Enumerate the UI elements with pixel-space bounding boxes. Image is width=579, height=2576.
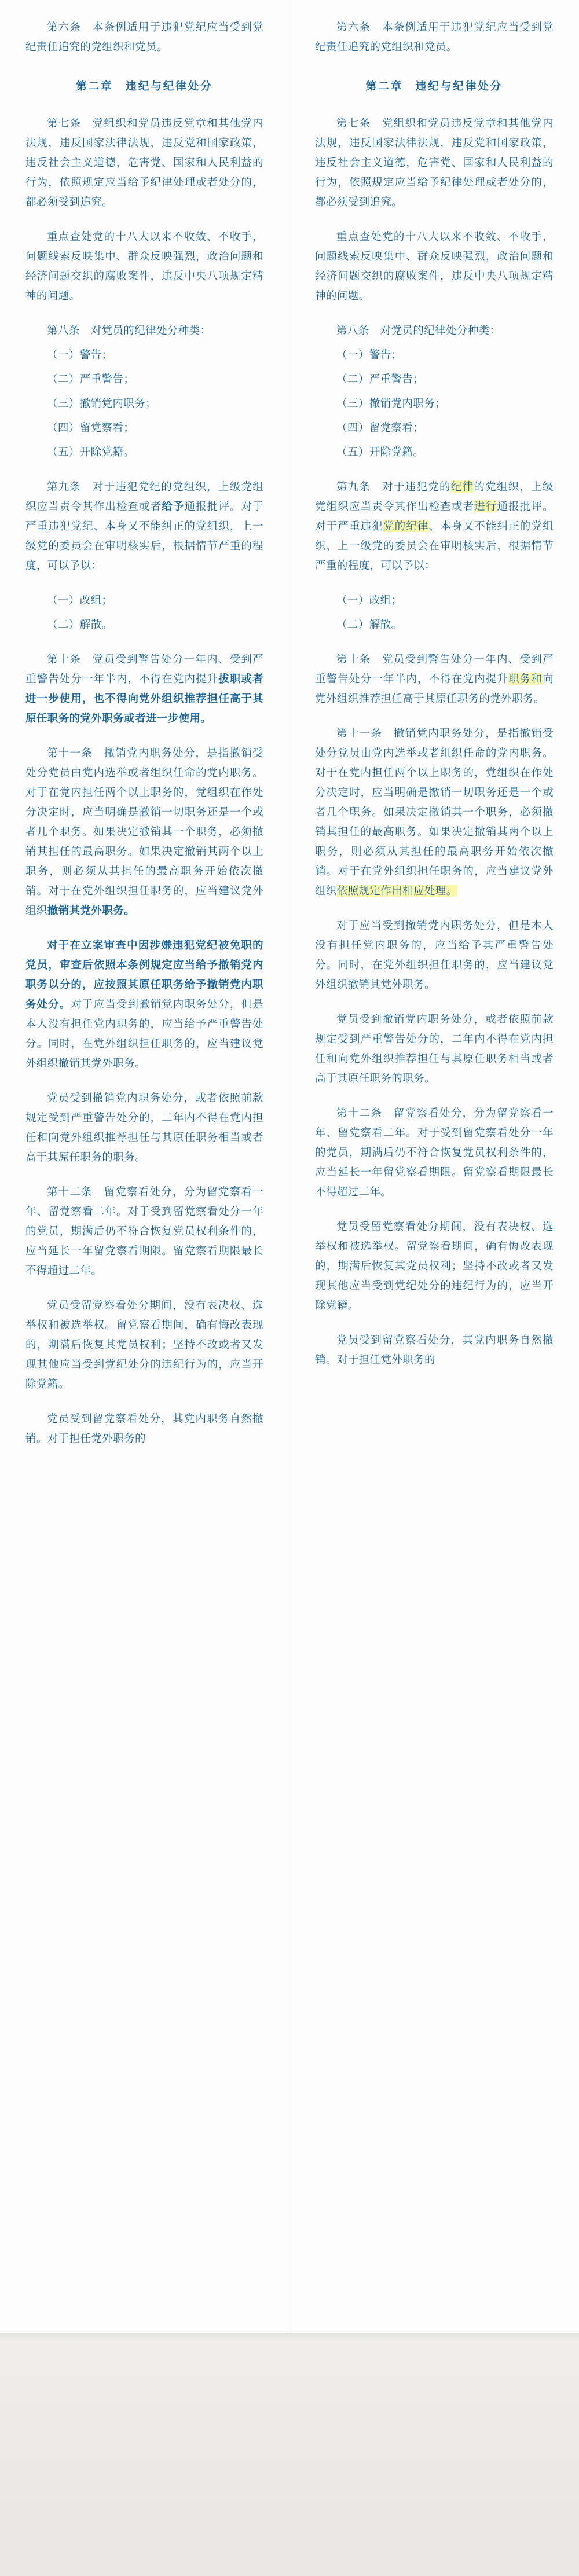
- run-text: 通报批评。对于严重违犯党纪、本身又不能纠正的党组织，上一级党的委员会在审明核实后，根据情节严重的程度，可以予以：: [25, 500, 263, 571]
- run-text: 、本身又不能纠正的党组织，上一级党的委员会在审明核实后，根据情节严重的程度，可以予以：: [315, 520, 554, 571]
- paragraph-article-11: [25, 743, 263, 920]
- paragraph-article-7: 第七条 党组织和党员违反党章和其他党内法规，违反国家法律法规，违反党和国家政策，违反社会主义道德，危害党、国家和人民利益的行为，依照规定应当给予纪律处理或者处分的，都必须受到追究。: [25, 117, 263, 208]
- run-bold: 或者进一步使用，: [25, 673, 263, 704]
- run-bold: 也不得: [93, 692, 128, 704]
- footer-shadow: [0, 2333, 579, 2341]
- paragraph-article-6: 第六条 本条例适用于违犯党纪应当受到党纪责任追究的党组织和党员。: [315, 21, 554, 53]
- list-item-9-2: （二）解散。: [336, 618, 402, 630]
- run-text: 第九条 对于违犯党的: [336, 480, 451, 493]
- list-item-2: （二）严重警告；: [336, 373, 424, 385]
- list-item-2: （二）严重警告；: [47, 373, 135, 385]
- run-highlight: 党的纪律: [383, 520, 429, 532]
- chapter-heading-2: 第二章 违纪与纪律处分: [365, 80, 503, 92]
- paragraph-article-8: 第八条 对党员的纪律处分种类：: [336, 324, 501, 336]
- paragraph-article-11-cont: 党员受到撤销党内职务处分，或者依照前款规定受到严重警告处分的，二年内不得在党内担任和向党外组织推荐担任与其原任职务相当或者高于其原任职务的职务。: [315, 1013, 554, 1084]
- list-item-4: （四）留党察看；: [47, 421, 135, 434]
- run-bold: 向党外组织推荐担任高于其原任职务的党外职务: [25, 692, 263, 724]
- run-text: 第九条 对于违犯党纪的党组织，上级党组织应当责令其作出检查或者: [25, 480, 263, 512]
- list-item-9-1: （一）改组；: [336, 594, 402, 606]
- list-item-5: （五）开除党籍。: [47, 446, 135, 458]
- paragraph-article-10: [25, 649, 263, 728]
- list-item-1: （一）警告；: [47, 348, 113, 361]
- list-item-9-2: （二）解散。: [47, 618, 113, 630]
- run-bold: 给予: [162, 500, 185, 512]
- paragraph-article-12-end: 党员受到留党察看处分，其党内职务自然撤销。对于担任党外职务的: [315, 1334, 554, 1366]
- run-highlight: 依照规定作出相应处理。: [336, 885, 457, 897]
- paragraph-article-12-cont: 党员受留党察看处分期间，没有表决权、选举权和被选举权。留党察看期间，确有悔改表现的，期满后恢复其党员权利；坚持不改或者又发现其他应当受到党纪处分的违纪行为的，应当开除党籍。: [25, 1299, 263, 1390]
- paragraph-article-9: [315, 477, 554, 575]
- paragraph-article-7: 第七条 党组织和党员违反党章和其他党内法规，违反国家法律法规，违反党和国家政策，违反社会主义道德，危害党、国家和人民利益的行为，依照规定应当给予纪律处理或者处分的，都必须受到追究。: [315, 117, 554, 208]
- list-item-3: （三）撤销党内职务；: [336, 397, 446, 409]
- run-highlight: 进行: [474, 500, 497, 512]
- paragraph-article-10: [315, 649, 554, 709]
- paragraph-article-11-cont: 党员受到撤销党内职务处分，或者依照前款规定受到严重警告处分的，二年内不得在党内担任和向党外组织推荐担任与其原任职务相当或者高于其原任职务的职务。: [25, 1092, 263, 1163]
- paragraph-article-12: 第十二条 留党察看处分，分为留党察看一年、留党察看二年。对于受到留党察看处分一年的党员，期满后仍不符合恢复党员权利条件的，应当延长一年留党察看期限。留党察看期限最长不得超过二年。: [25, 1186, 263, 1276]
- paragraph-article-9: [25, 477, 263, 575]
- list-item-5: （五）开除党籍。: [336, 446, 424, 458]
- paragraph-article-12-end: 党员受到留党察看处分，其党内职务自然撤销。对于担任党外职务的: [25, 1412, 263, 1444]
- document-column-left: [0, 0, 290, 2333]
- document-column-right: [290, 0, 579, 2333]
- run-text: 第十条 党员受到警告处分一年内、受到严重警告处分一年半内，不得在党内提升: [25, 653, 263, 685]
- page-footer-area: [0, 2333, 579, 2576]
- paragraph-article-11-clause: 对于应当受到撤销党内职务处分，但是本人没有担任党内职务的，应当给予其严重警告处分。同时，在党外组织担任职务的，应当建议党外组织撤销其党外职务。: [315, 919, 554, 990]
- paragraph-article-11: [315, 724, 554, 901]
- run-text: 的党组织，上级党组织应当责令其作出检查或者: [315, 480, 554, 512]
- paragraph-article-6: 第六条 本条例适用于违犯党纪应当受到党纪责任追究的党组织和党员。: [25, 21, 263, 53]
- list-item-1: （一）警告；: [336, 348, 402, 361]
- paragraph-article-7-cont: 重点查处党的十八大以来不收敛、不收手，问题线索反映集中、群众反映强烈，政治问题和经济问题交织的腐败案件，违反中央八项规定精神的问题。: [315, 230, 554, 302]
- run-bold: 撤销其党外职务。: [47, 904, 135, 916]
- paragraph-article-8: 第八条 对党员的纪律处分种类：: [47, 324, 211, 336]
- run-bold: 对于在立案审查中因涉嫌违犯党纪被免职的党员，审查后依照本条例规定应当给予撤销党内职务以分的，应按照其原任职务给予撤销党内职务处分。: [25, 939, 263, 1010]
- run-text: 对于应当受到撤销党内职务处分，但是本人没有担任党内职务的，应当给予严重警告处分。同时，在党外组织担任职务的，应当建议党外组织撤销其党外职务。: [25, 998, 263, 1069]
- run-highlight: 纪律: [450, 480, 474, 493]
- chapter-heading-2: 第二章 违纪与纪律处分: [76, 80, 213, 92]
- run-highlight: 职务和: [508, 673, 543, 685]
- list-item-9-1: （一）改组；: [47, 594, 113, 606]
- run-bold: 拔职: [218, 673, 241, 685]
- run-bold: 或者进一步使用。: [124, 712, 212, 724]
- run-text: 向党外组织推荐担任高于其原任职务的党外职务。: [315, 673, 554, 704]
- run-text: 通报批评。对于严重违犯: [315, 500, 554, 532]
- list-item-4: （四）留党察看；: [336, 421, 424, 434]
- paragraph-article-11-bold-clause: [25, 935, 263, 1073]
- run-text: 第十条 党员受到警告处分一年内、受到严重警告处分一年半内，不得在党内提升: [315, 653, 554, 685]
- paragraph-article-7-cont: 重点查处党的十八大以来不收敛、不收手，问题线索反映集中、群众反映强烈，政治问题和经济问题交织的腐败案件，违反中央八项规定精神的问题。: [25, 230, 263, 302]
- paragraph-article-12-cont: 党员受留党察看处分期间，没有表决权、选举权和被选举权。留党察看期间，确有悔改表现的，期满后恢复其党员权利；坚持不改或者又发现其他应当受到党纪处分的违纪行为的，应当开除党籍。: [315, 1220, 554, 1311]
- list-item-3: （三）撤销党内职务；: [47, 397, 157, 409]
- run-text: 第十一条 撤销党内职务处分，是指撤销受处分党员由党内选举或者组织任命的党内职务。对于在党内担任两个以上职务的，党组织在作处分决定时，应当明确是撤销一切职务还是一个或者几个职务。如果决定撤销其一个职务，必须撤销其担任的最高职务。如果决定撤销其两个以上职务，则必须从其担任的最高职务开始依次撤销。对于在党外组织担任职务的，应当建议党外组织: [315, 727, 554, 897]
- run-text: 第十一条 撤销党内职务处分，是指撤销受处分党员由党内选举或者组织任命的党内职务。对于在党内担任两个以上职务的，党组织在作处分决定时，应当明确是撤销一切职务还是一个或者几个职务。如果决定撤销其一个职务，必须撤销其担任的最高职务。如果决定撤销其两个以上职务，则必须从其担任的最高职务开始依次撤销。对于在党外组织担任职务的，应当建议党外组织: [25, 747, 263, 916]
- paragraph-article-12: 第十二条 留党察看处分，分为留党察看一年、留党察看二年。对于受到留党察看处分一年的党员，期满后仍不符合恢复党员权利条件的，应当延长一年留党察看期限。留党察看期限最长不得超过二年。: [315, 1107, 554, 1198]
